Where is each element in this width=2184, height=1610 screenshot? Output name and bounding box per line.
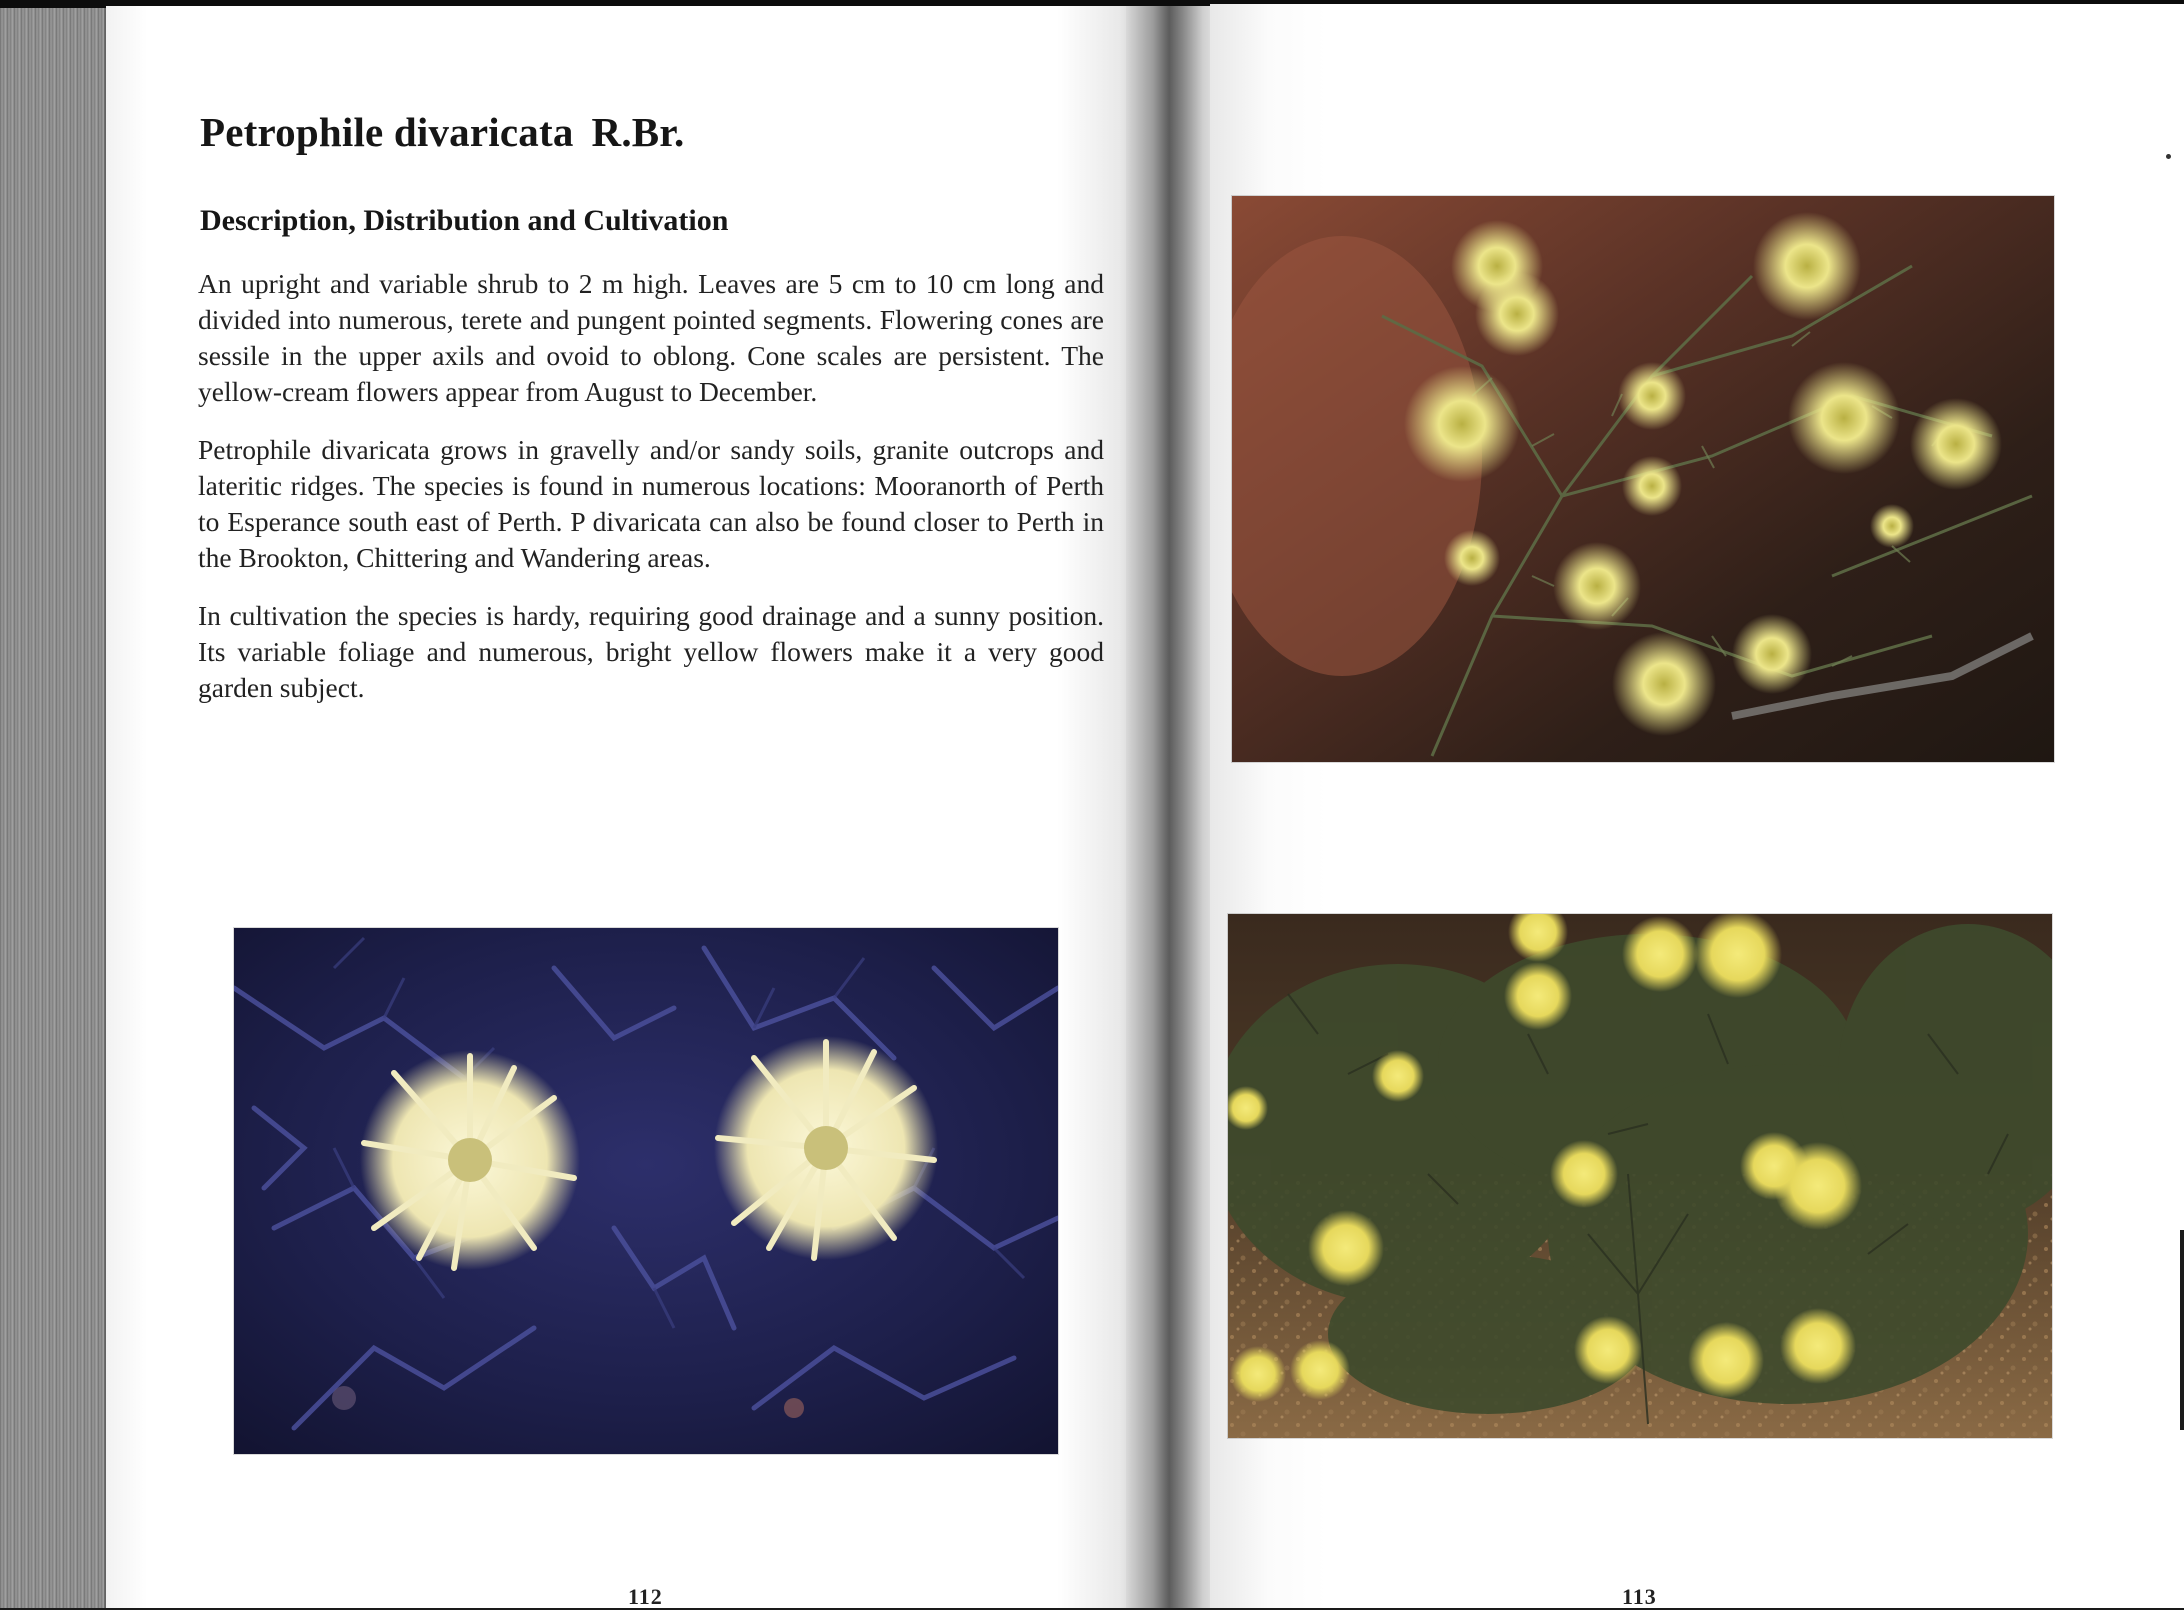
cream-flower-left [360, 1050, 580, 1270]
flower-closeup-photo [234, 928, 1058, 1454]
body-text [198, 266, 1104, 728]
section-heading: Description, Distribution and Cultivation [200, 204, 729, 237]
paragraph-distribution: Petrophile divaricata grows in gravelly and/or sandy soils, granite outcrops and lateritic ridges. The species is found in numerous locations: Mooranorth of Perth to Esperance south east of Perth. P divaricata can also be found closer to Perth in the Brookton, Chittering and Wandering areas. [198, 434, 1104, 573]
paragraph-description: An upright and variable shrub to 2 m high. Leaves are 5 cm to 10 cm long and divided into numerous, terete and pungent pointed segments. Flowering cones are sessile in the upper axils and ovoid to oblong. Cone scales are persistent. The yellow-cream flowers appear from August to December. [198, 268, 1104, 407]
page-edges [0, 8, 110, 1608]
page-number-left: 112 [628, 1584, 663, 1609]
scan-right-edge [2180, 1230, 2184, 1430]
book-gutter [1126, 6, 1222, 1608]
page-number-right: 113 [1622, 1584, 1657, 1609]
flowering-branch-photo [1232, 196, 2054, 762]
paragraph-cultivation: In cultivation the species is hardy, requiring good drainage and a sunny position. Its variable foliage and numerous, bright yellow flowers make it a very good garden subject. [198, 600, 1104, 703]
shrub-in-habitat-photo [1228, 914, 2052, 1438]
species-name: Petrophile divaricata [200, 109, 574, 155]
species-author: R.Br. [591, 109, 685, 155]
species-title [200, 108, 684, 156]
cream-flower-right [714, 1036, 938, 1260]
scan-speck [2166, 154, 2171, 159]
